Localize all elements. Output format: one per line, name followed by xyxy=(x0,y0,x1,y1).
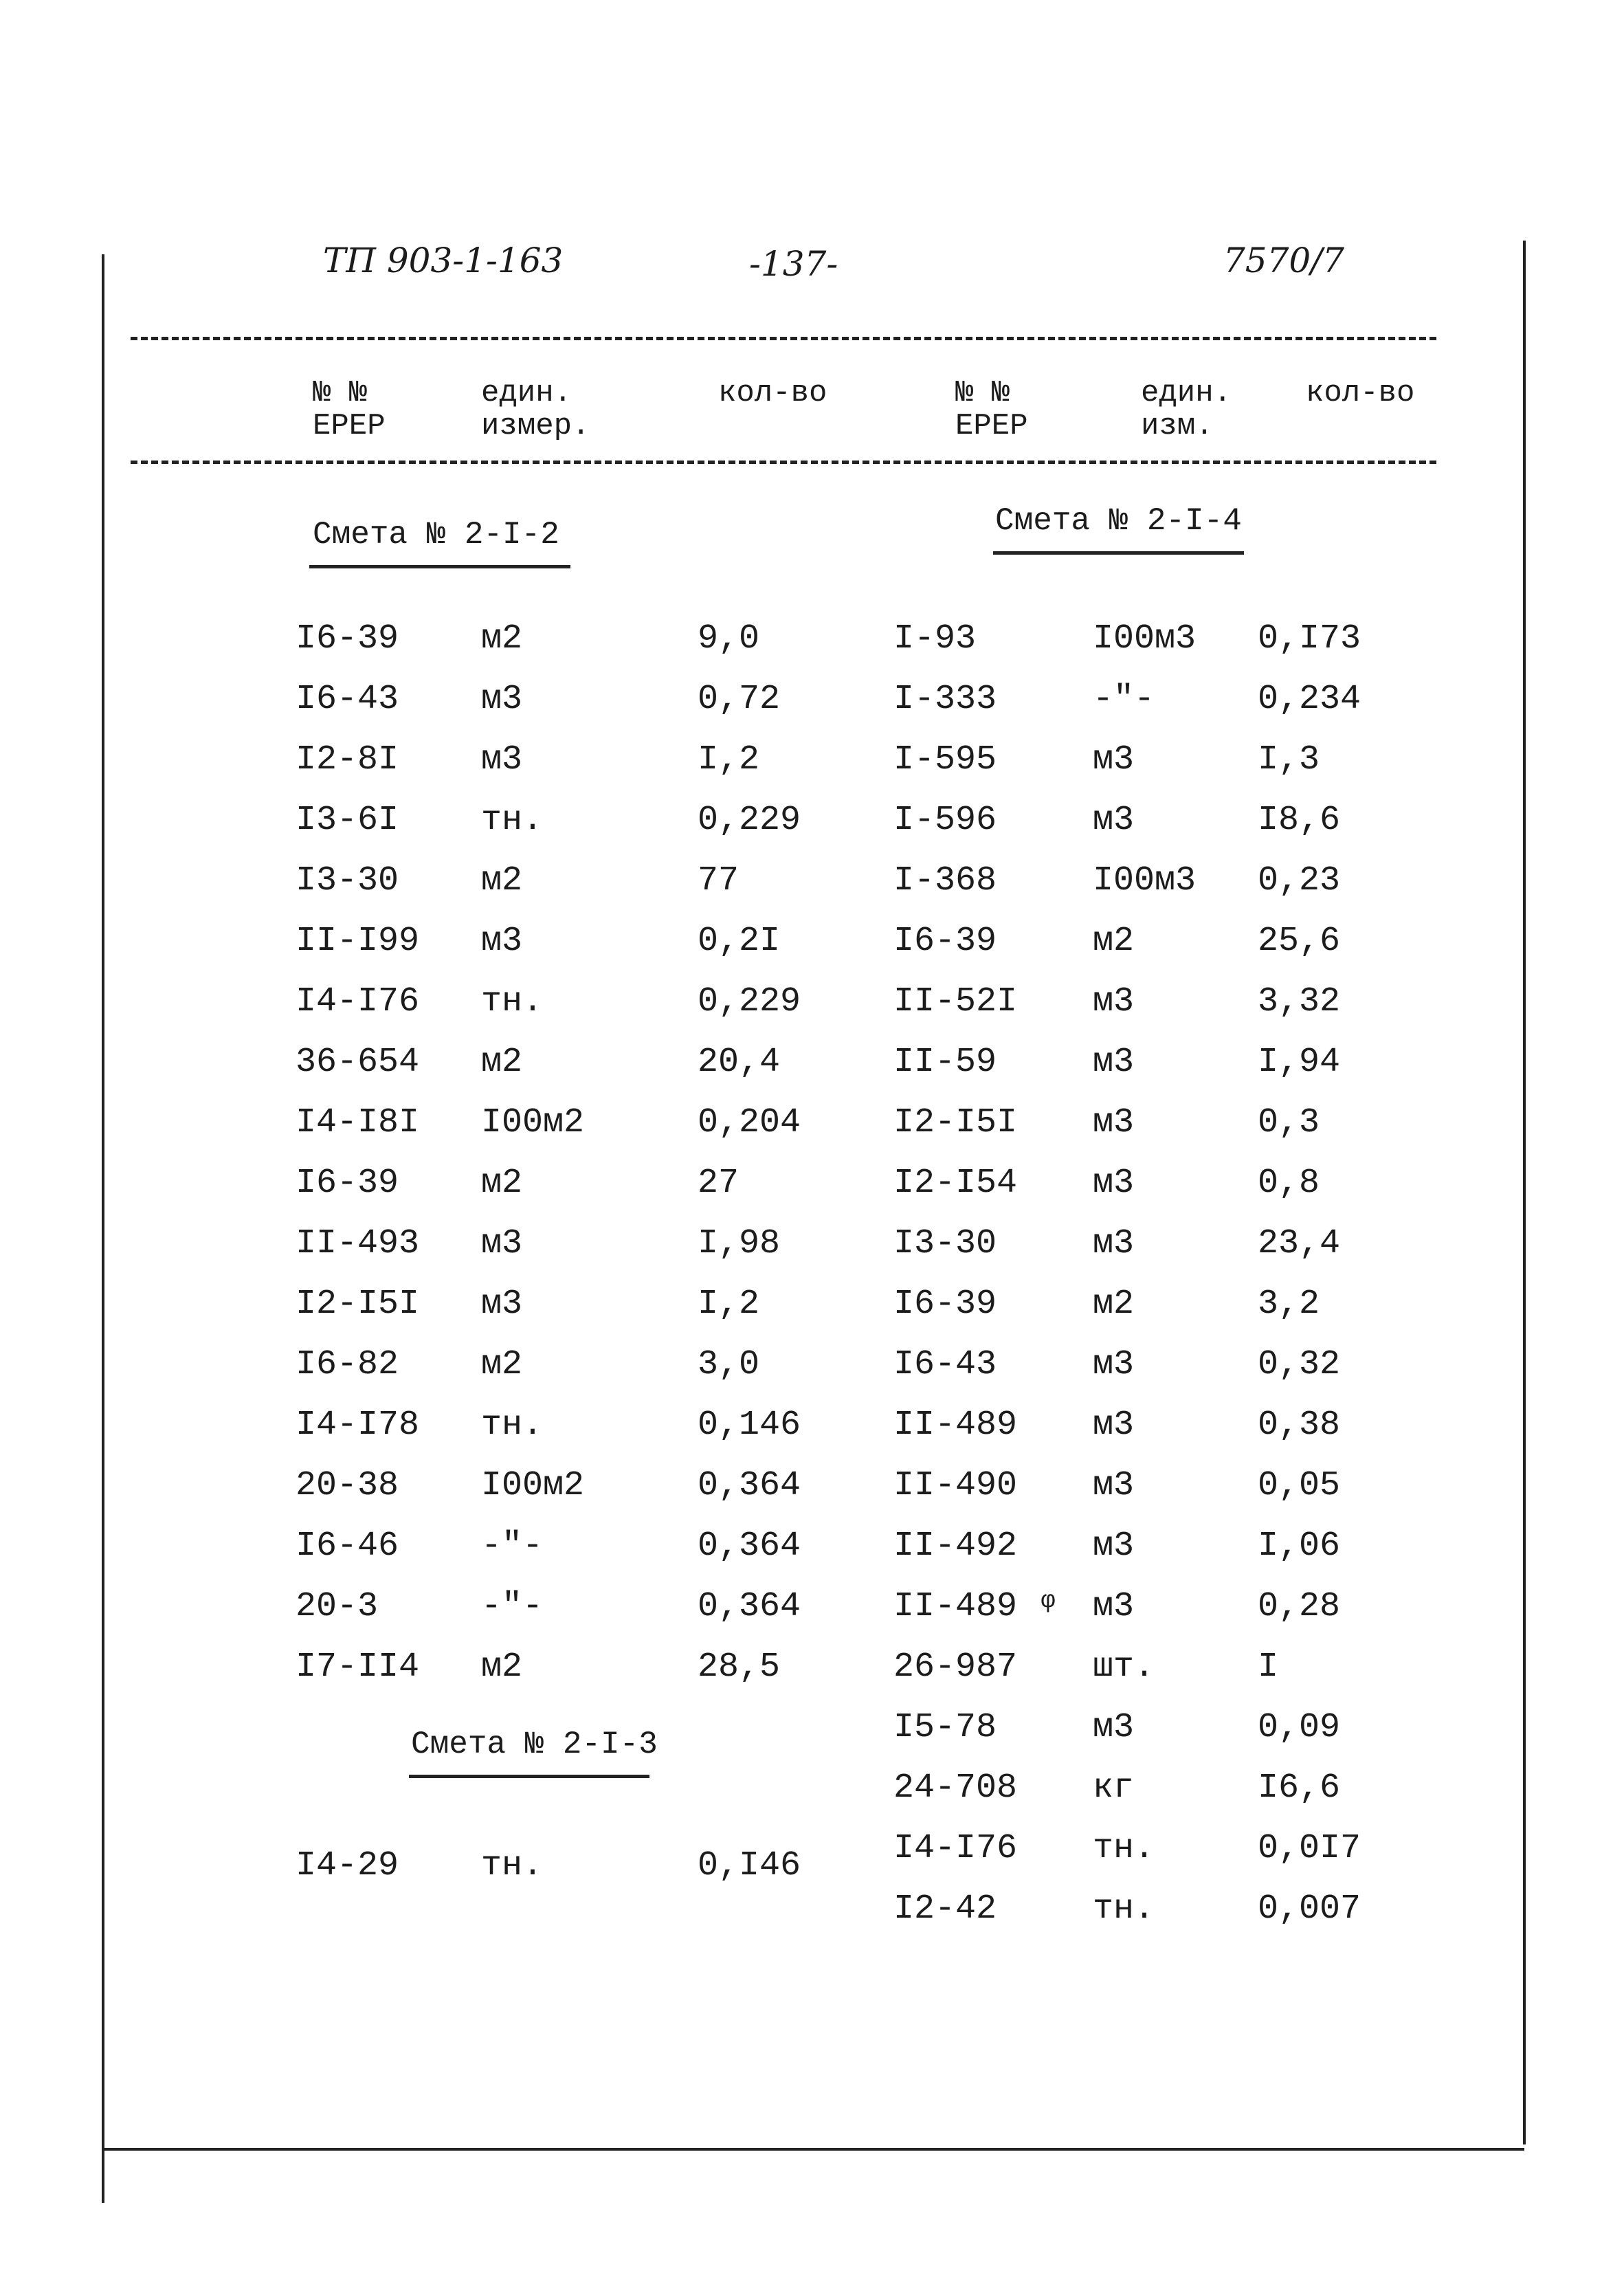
row-unit: м3 xyxy=(481,1224,523,1263)
section-underline-2-1-2 xyxy=(309,565,570,568)
bottom-border-line xyxy=(102,2148,1524,2151)
row-qty: 0,72 xyxy=(698,680,781,719)
row-qty: 27 xyxy=(698,1164,739,1203)
table-row xyxy=(296,1526,818,1567)
row-qty: 3,2 xyxy=(1258,1285,1320,1324)
row-unit: м2 xyxy=(481,1648,523,1687)
col-right-unit: един. изм. xyxy=(1141,376,1232,443)
row-qty: 0,364 xyxy=(698,1587,801,1626)
row-unit: м3 xyxy=(1093,740,1135,779)
row-unit: -"- xyxy=(481,1527,544,1566)
table-row xyxy=(893,1223,1443,1265)
table-row xyxy=(296,861,818,902)
row-unit: тн. xyxy=(1093,1889,1155,1929)
table-row xyxy=(296,1586,818,1628)
row-qty: 25,6 xyxy=(1258,922,1341,961)
header-bottom-rule xyxy=(131,461,1436,464)
table-row xyxy=(296,619,818,660)
row-code: I-596 xyxy=(893,801,997,840)
row-unit: I00м3 xyxy=(1093,619,1197,658)
row-code: I6-39 xyxy=(296,1164,399,1203)
table-row xyxy=(893,1163,1443,1204)
row-code: I2-42 xyxy=(893,1889,997,1929)
row-qty: 3,32 xyxy=(1258,982,1341,1021)
row-code: I4-29 xyxy=(296,1846,399,1885)
row-unit: шт. xyxy=(1093,1648,1155,1687)
row-unit: тн. xyxy=(481,1406,544,1445)
right-border-line xyxy=(1523,241,1526,2144)
row-code: II-59 xyxy=(893,1043,997,1082)
table-row xyxy=(296,1647,818,1688)
table-row xyxy=(296,1284,818,1325)
table-row xyxy=(893,1284,1443,1325)
row-code: I6-46 xyxy=(296,1527,399,1566)
row-code: I4-I76 xyxy=(893,1829,1018,1868)
row-unit: м3 xyxy=(1093,1164,1135,1203)
row-unit: кг xyxy=(1093,1768,1135,1808)
row-code: 20-3 xyxy=(296,1587,379,1626)
table-row xyxy=(296,1405,818,1446)
table-row xyxy=(893,1465,1443,1507)
row-code: I4-I76 xyxy=(296,982,420,1021)
row-code: II-52I xyxy=(893,982,1018,1021)
table-row xyxy=(296,982,818,1023)
row-code: I-93 xyxy=(893,619,977,658)
row-unit: м3 xyxy=(1093,1345,1135,1384)
row-unit: м2 xyxy=(481,619,523,658)
row-code: I5-78 xyxy=(893,1708,997,1747)
row-unit: м2 xyxy=(481,1043,523,1082)
row-code: II-490 xyxy=(893,1466,1018,1505)
row-unit: м3 xyxy=(481,922,523,961)
row-unit: м3 xyxy=(481,740,523,779)
row-unit: I00м2 xyxy=(481,1103,585,1142)
row-qty: 0,2I xyxy=(698,922,781,961)
row-qty: 0,09 xyxy=(1258,1708,1341,1747)
row-unit: м3 xyxy=(481,1285,523,1324)
table-row xyxy=(296,1465,818,1507)
row-unit: тн. xyxy=(1093,1829,1155,1868)
table-row xyxy=(893,1344,1443,1386)
table-row xyxy=(893,861,1443,902)
row-unit: м3 xyxy=(1093,1103,1135,1142)
row-code: 26-987 xyxy=(893,1648,1018,1687)
table-row xyxy=(893,1707,1443,1749)
row-qty: 9,0 xyxy=(698,619,760,658)
row-unit: м2 xyxy=(481,861,523,900)
col-left-code: № № ЕРЕР xyxy=(313,376,386,443)
row-unit: тн. xyxy=(481,1846,544,1885)
row-unit: м3 xyxy=(1093,1587,1135,1626)
row-code: I6-82 xyxy=(296,1345,399,1384)
table-row xyxy=(893,1102,1443,1144)
row-qty: I,94 xyxy=(1258,1043,1341,1082)
row-qty: 0,05 xyxy=(1258,1466,1341,1505)
row-code: I6-43 xyxy=(296,680,399,719)
row-qty: 0,38 xyxy=(1258,1406,1341,1445)
table-row xyxy=(893,679,1443,720)
row-unit: м3 xyxy=(1093,982,1135,1021)
row-qty: 0,007 xyxy=(1258,1889,1361,1929)
table-row xyxy=(893,982,1443,1023)
row-unit: м3 xyxy=(1093,801,1135,840)
table-row xyxy=(893,619,1443,660)
section-title-2-1-4: Смета № 2-I-4 xyxy=(995,503,1242,539)
table-row xyxy=(893,800,1443,841)
row-qty: 0,3 xyxy=(1258,1103,1320,1142)
table-row xyxy=(296,740,818,781)
row-code: I2-I5I xyxy=(893,1103,1018,1142)
row-code: I4-I78 xyxy=(296,1406,420,1445)
row-unit: м3 xyxy=(1093,1466,1135,1505)
col-left-qty: кол-во xyxy=(718,376,827,410)
row-unit: м3 xyxy=(1093,1224,1135,1263)
row-code: I2-8I xyxy=(296,740,399,779)
row-code: II-492 xyxy=(893,1527,1018,1566)
row-qty: 0,229 xyxy=(698,982,801,1021)
row-qty: 3,0 xyxy=(698,1345,760,1384)
row-unit: м3 xyxy=(1093,1043,1135,1082)
row-qty: I6,6 xyxy=(1258,1768,1341,1808)
section-title-2-1-3: Смета № 2-I-3 xyxy=(411,1727,658,1762)
row-code: 24-708 xyxy=(893,1768,1018,1808)
table-row xyxy=(296,1845,818,1887)
table-row xyxy=(296,1102,818,1144)
row-code: I7-II4 xyxy=(296,1648,420,1687)
left-border-line xyxy=(102,254,104,2203)
table-row xyxy=(893,1768,1443,1809)
row-code: I6-39 xyxy=(893,922,997,961)
row-code: I-595 xyxy=(893,740,997,779)
table-row xyxy=(296,1223,818,1265)
row-unit: I00м3 xyxy=(1093,861,1197,900)
row-unit: м2 xyxy=(1093,922,1135,961)
table-row xyxy=(893,1405,1443,1446)
row-code: II-489 xyxy=(893,1406,1018,1445)
row-qty: 0,364 xyxy=(698,1527,801,1566)
row-qty: 0,0I7 xyxy=(1258,1829,1361,1868)
row-qty: 0,8 xyxy=(1258,1164,1320,1203)
table-row xyxy=(893,740,1443,781)
row-code: I-333 xyxy=(893,680,997,719)
row-qty: 0,234 xyxy=(1258,680,1361,719)
row-qty: 77 xyxy=(698,861,739,900)
row-qty: I,3 xyxy=(1258,740,1320,779)
col-right-qty: кол-во xyxy=(1306,376,1415,410)
table-row xyxy=(893,1526,1443,1567)
row-qty: 0,I73 xyxy=(1258,619,1361,658)
row-qty: 23,4 xyxy=(1258,1224,1341,1263)
row-unit: м3 xyxy=(1093,1527,1135,1566)
page-number: -137- xyxy=(749,244,838,284)
table-row xyxy=(893,921,1443,962)
row-code: I3-30 xyxy=(296,861,399,900)
row-unit: -"- xyxy=(1093,680,1155,719)
row-qty: 0,28 xyxy=(1258,1587,1341,1626)
row-qty: 0,23 xyxy=(1258,861,1341,900)
row-qty: 0,364 xyxy=(698,1466,801,1505)
row-code: I4-I8I xyxy=(296,1103,420,1142)
row-code: I2-I54 xyxy=(893,1164,1018,1203)
row-unit: тн. xyxy=(481,801,544,840)
header-top-rule xyxy=(131,337,1436,340)
row-qty: I,2 xyxy=(698,1285,760,1324)
section-underline-2-1-4 xyxy=(993,551,1244,555)
row-qty: 0,32 xyxy=(1258,1345,1341,1384)
sheet-code: 7570/7 xyxy=(1223,241,1344,280)
row-qty: I,98 xyxy=(698,1224,781,1263)
row-qty: 0,146 xyxy=(698,1406,801,1445)
row-unit: м3 xyxy=(1093,1708,1135,1747)
row-unit: м3 xyxy=(481,680,523,719)
table-row xyxy=(296,1163,818,1204)
row-unit: м3 xyxy=(1093,1406,1135,1445)
row-code: I6-43 xyxy=(893,1345,997,1384)
table-row xyxy=(893,1889,1443,1930)
row-qty: I xyxy=(1258,1648,1279,1687)
row-code: 36-654 xyxy=(296,1043,420,1082)
table-row xyxy=(893,1828,1443,1870)
table-row xyxy=(296,1042,818,1083)
row-qty: 0,I46 xyxy=(698,1846,801,1885)
table-row xyxy=(893,1647,1443,1688)
doc-code: ТП 903-1-163 xyxy=(323,241,564,280)
row-unit: I00м2 xyxy=(481,1466,585,1505)
row-code: 20-38 xyxy=(296,1466,399,1505)
row-unit: м2 xyxy=(1093,1285,1135,1324)
row-unit: м2 xyxy=(481,1345,523,1384)
table-row xyxy=(296,921,818,962)
row-code: I6-39 xyxy=(893,1285,997,1324)
row-qty: 0,204 xyxy=(698,1103,801,1142)
section-underline-2-1-3 xyxy=(409,1775,649,1778)
row-qty: I8,6 xyxy=(1258,801,1341,840)
row-code: I6-39 xyxy=(296,619,399,658)
row-qty: 20,4 xyxy=(698,1043,781,1082)
table-row xyxy=(296,1344,818,1386)
row-unit: м2 xyxy=(481,1164,523,1203)
row-qty: I,2 xyxy=(698,740,760,779)
table-row xyxy=(296,679,818,720)
row-code: I3-30 xyxy=(893,1224,997,1263)
row-qty: 28,5 xyxy=(698,1648,781,1687)
row-unit: -"- xyxy=(481,1587,544,1626)
row-qty: I,06 xyxy=(1258,1527,1341,1566)
col-left-unit: един. измер. xyxy=(481,376,590,443)
table-row xyxy=(893,1586,1443,1628)
row-code: I2-I5I xyxy=(296,1285,420,1324)
table-row xyxy=(893,1042,1443,1083)
row-code: I3-6I xyxy=(296,801,399,840)
row-code: II-493 xyxy=(296,1224,420,1263)
col-right-code: № № ЕРЕР xyxy=(955,376,1028,443)
row-qty: 0,229 xyxy=(698,801,801,840)
section-title-2-1-2: Смета № 2-I-2 xyxy=(313,517,559,553)
table-row xyxy=(296,800,818,841)
row-code: I-368 xyxy=(893,861,997,900)
row-code: II-I99 xyxy=(296,922,420,961)
row-code: II-489 ᵠ xyxy=(893,1587,1059,1626)
row-unit: тн. xyxy=(481,982,544,1021)
